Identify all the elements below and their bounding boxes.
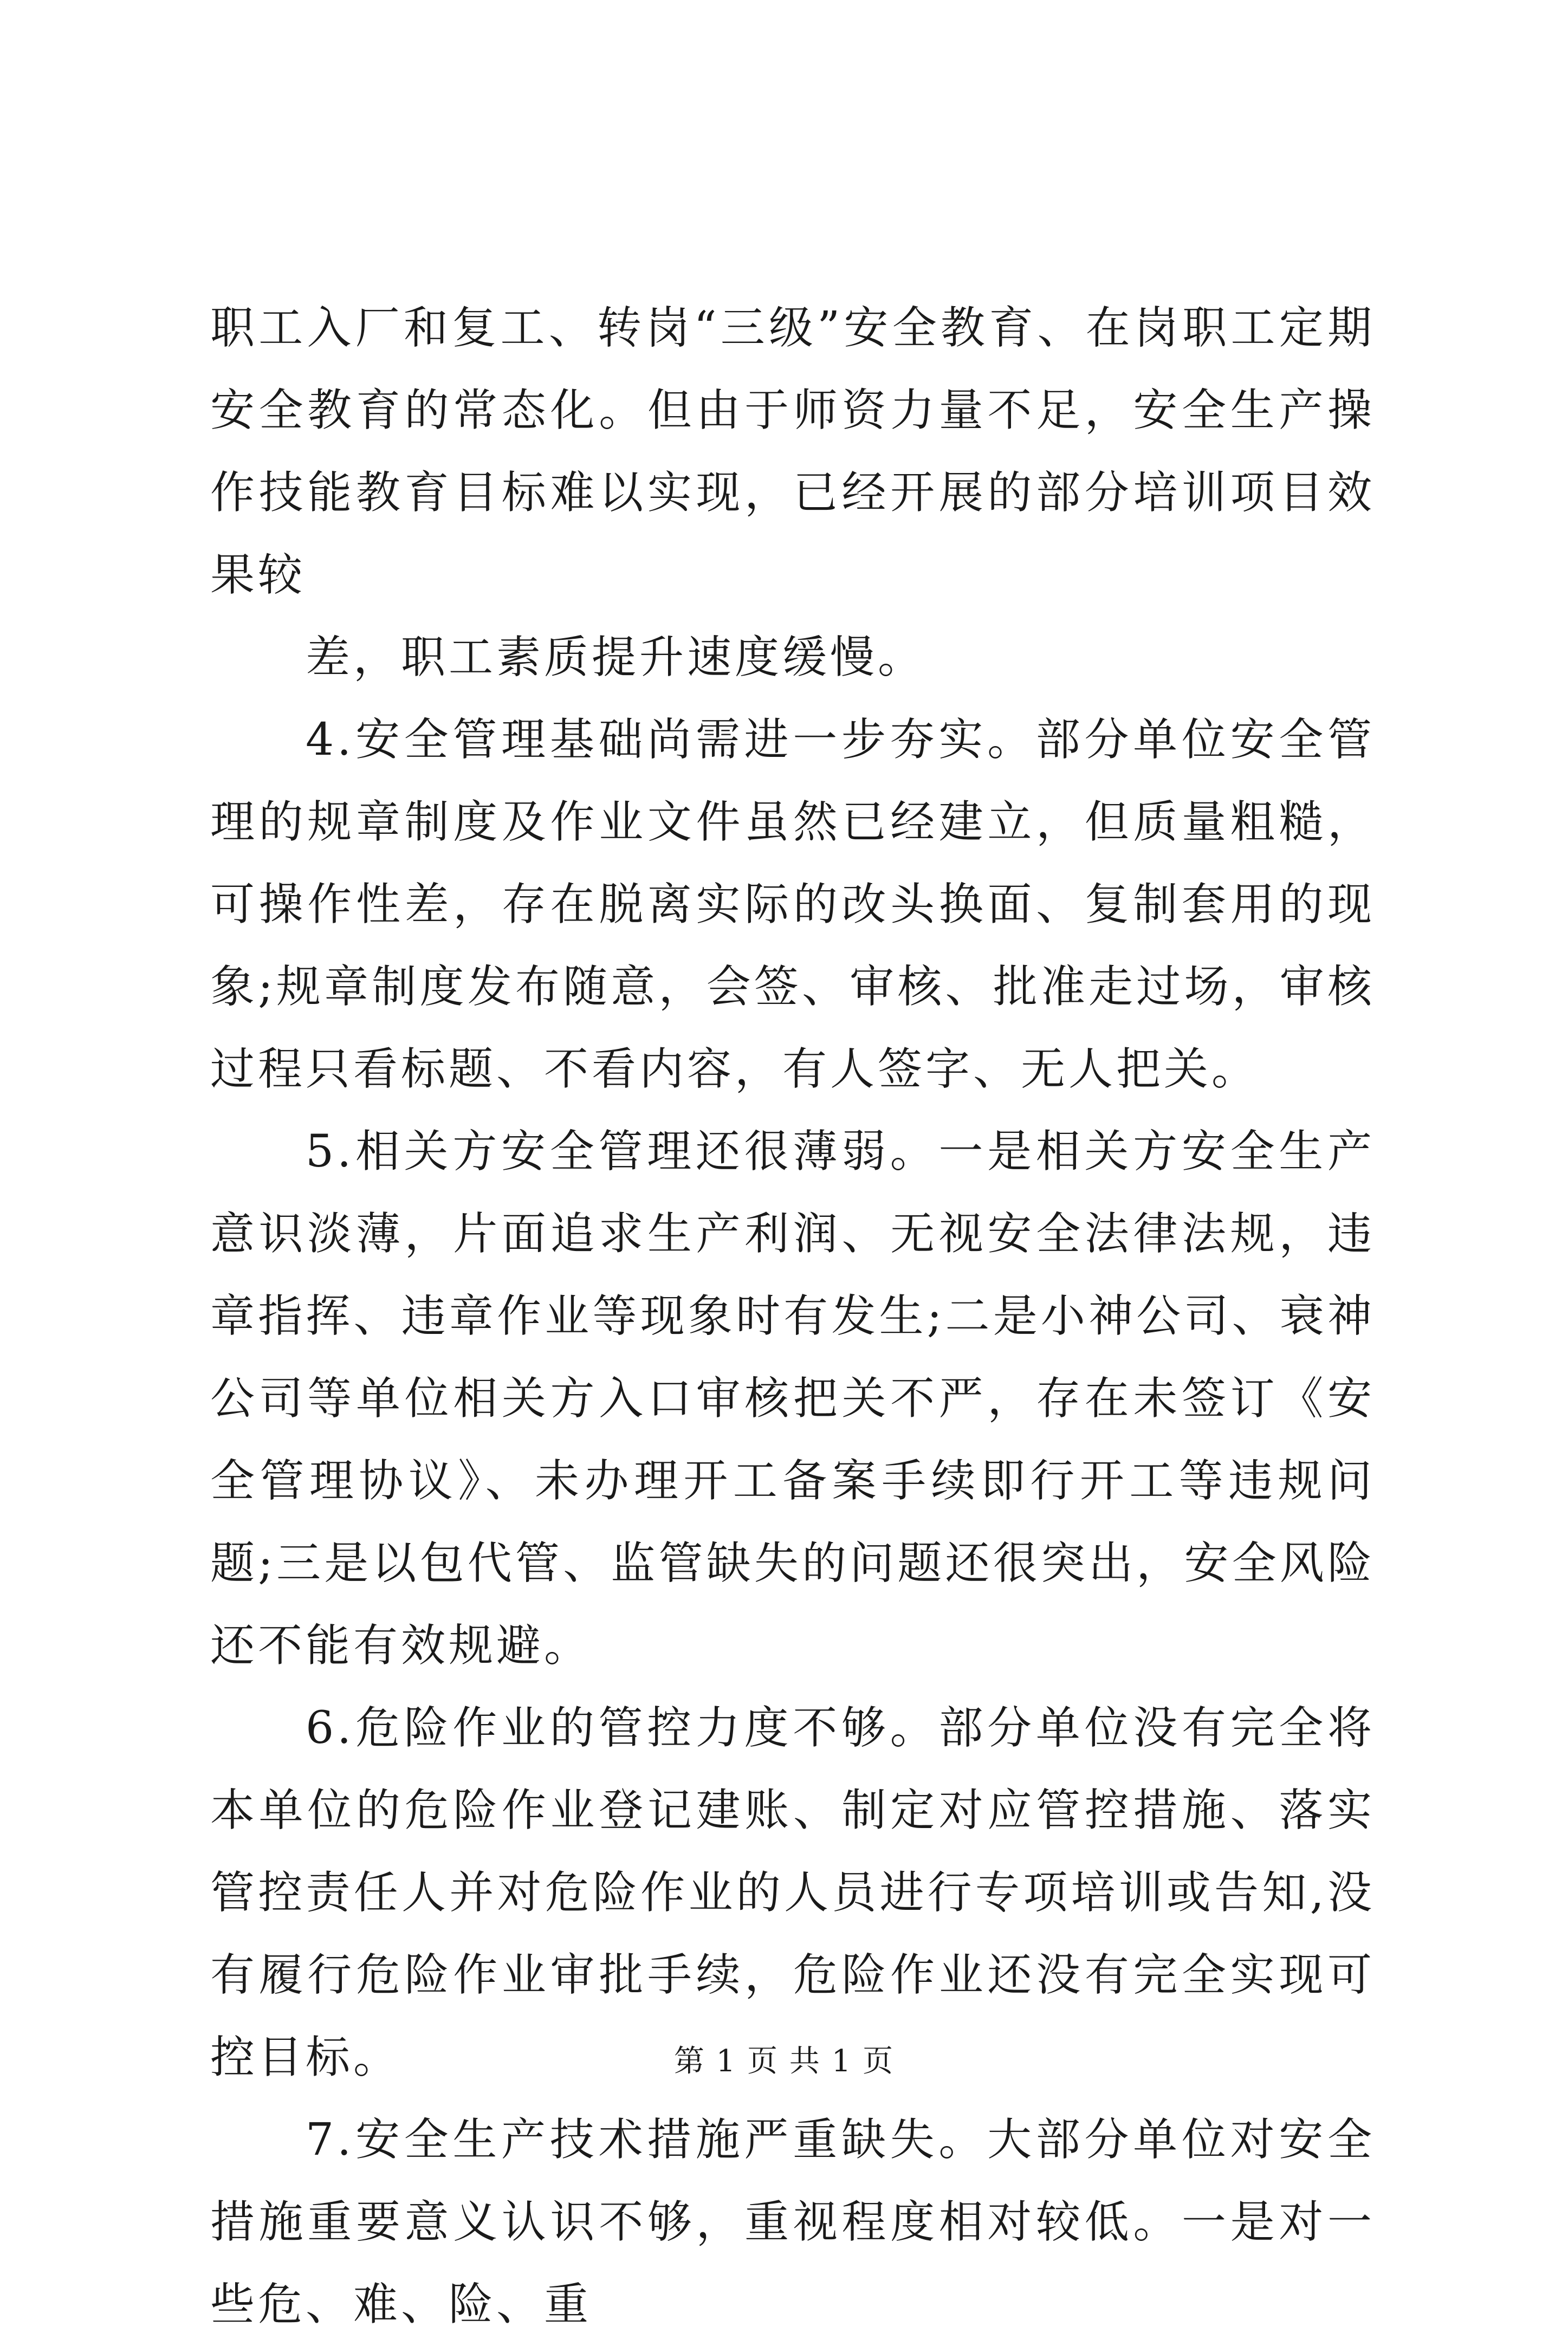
paragraph-continuation: 职工入厂和复工、转岗“三级”安全教育、在岗职工定期安全教育的常态化。但由于师资力量不足，安全生产操作技能教育目标难以实现，已经开展的部分培训项目效果较 — [210, 302, 1375, 601]
paragraph-item-4: 4.安全管理基础尚需进一步夯实。部分单位安全管理的规章制度及作业文件虽然已经建立，但质量粗糙，可操作性差，存在脱离实际的改头换面、复制套用的现象;规章制度发布随意，会签、审核、批准走过场，审核过程只看标题、不看内容，有人签字、无人把关。 — [210, 714, 1375, 1095]
paragraph-item-6: 6.危险作业的管控力度不够。部分单位没有完全将本单位的危险作业登记建账、制定对应管控措施、落实管控责任人并对危险作业的人员进行专项培训或告知,没有履行危险作业审批手续，危险作业还没有完全实现可控目标。 — [210, 1702, 1375, 2083]
paragraph-item-7: 7.安全生产技术措施严重缺失。大部分单位对安全措施重要意义认识不够，重视程度相对较低。一是对一些危、难、险、重 — [210, 2114, 1375, 2330]
paragraph-item-5: 5.相关方安全管理还很薄弱。一是相关方安全生产意识淡薄，片面追求生产利润、无视安全法律法规，违章指挥、违章作业等现象时有发生;二是小神公司、衰神公司等单位相关方入口审核把关不严，存在未签订《安全管理协议》、未办理开工备案手续即行开工等违规问题;三是以包代管、监管缺失的问题还很突出，安全风险还不能有效规避。 — [210, 1126, 1375, 1671]
paragraph-continuation-end: 差，职工素质提升速度缓慢。 — [306, 632, 926, 683]
page-footer: 第 1 页 共 1 页 — [673, 2044, 895, 2079]
